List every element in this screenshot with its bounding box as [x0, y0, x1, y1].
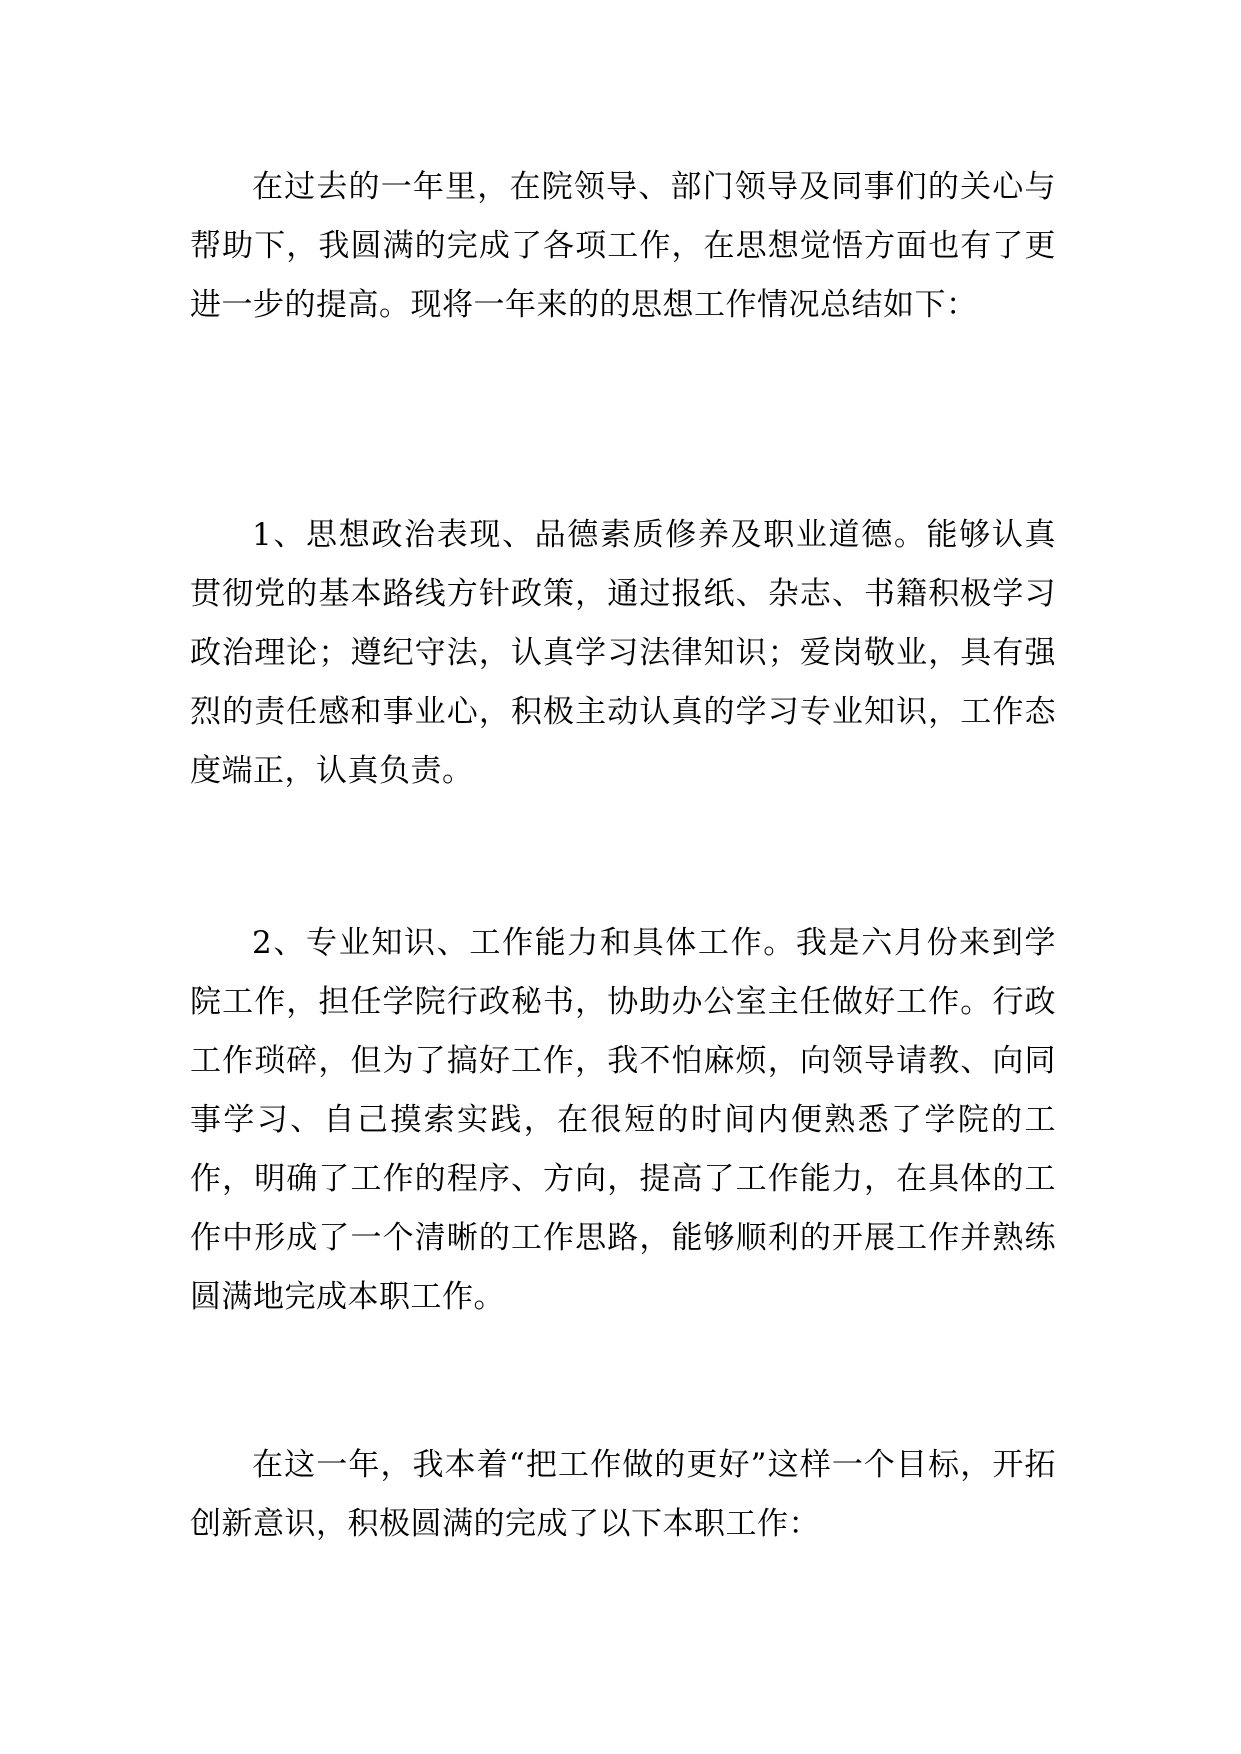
paragraph-goals: 在这一年，我本着“把工作做的更好”这样一个目标，开拓创新意识，积极圆满的完成了以下本职工作： — [190, 1447, 1056, 1542]
paragraph-political-conduct: 1、思想政治表现、品德素质修养及职业道德。能够认真贯彻党的基本路线方针政策，通过报纸、杂志、书籍积极学习政治理论；遵纪守法，认真学习法律知识；爱岗敬业，具有强烈的责任感和事业心，积极主动认真的学习专业知识，工作态度端正，认真负责。 — [190, 517, 1056, 789]
paragraph-intro: 在过去的一年里，在院领导、部门领导及同事们的关心与帮助下，我圆满的完成了各项工作，在思想觉悟方面也有了更进一步的提高。现将一年来的的思想工作情况总结如下： — [190, 169, 1056, 323]
paragraph-professional-work: 2、专业知识、工作能力和具体工作。我是六月份来到学院工作，担任学院行政秘书，协助办公室主任做好工作。行政工作琐碎，但为了搞好工作，我不怕麻烦，向领导请教、向同事学习、自己摸索实践，在很短的时间内便熟悉了学院的工作，明确了工作的程序、方向，提高了工作能力，在具体的工作中形成了一个清晰的工作思路，能够顺利的开展工作并熟练圆满地完成本职工作。 — [190, 925, 1056, 1315]
